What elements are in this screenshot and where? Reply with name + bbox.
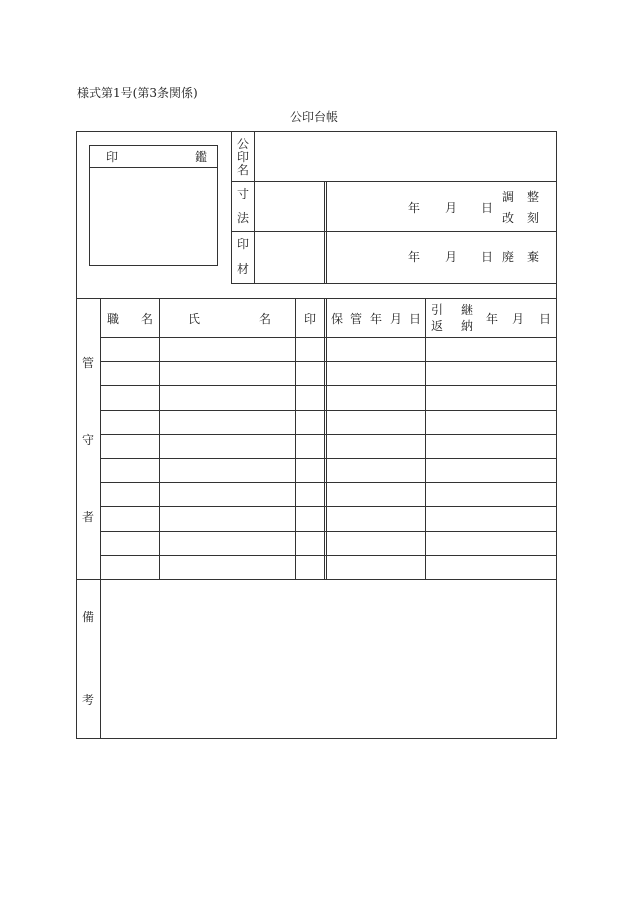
custodian-label-1: 管 (82, 356, 95, 370)
custodian-label-3: 者 (82, 510, 95, 524)
dispose-year: 年 (408, 250, 421, 264)
top-divider-3a (324, 181, 325, 283)
top-row-line-3 (231, 283, 556, 284)
adjust-month: 月 (445, 201, 458, 215)
custodian-label-2: 守 (82, 433, 95, 447)
name-label-3: 名 (237, 163, 250, 177)
custodian-row-line (100, 506, 556, 507)
adjust-year: 年 (408, 201, 421, 215)
custodian-row-line (100, 361, 556, 362)
col-handover-2: 継 (461, 303, 474, 317)
col-name-2: 名 (259, 312, 272, 326)
name-label-1: 公 (237, 137, 250, 151)
col-handover-day: 日 (539, 312, 552, 326)
custodian-row-line (100, 410, 556, 411)
size-label-2: 法 (237, 211, 250, 225)
page-title: 公印台帳 (290, 110, 339, 124)
material-label-2: 材 (237, 262, 250, 276)
top-divider-2 (254, 131, 255, 283)
top-divider-1 (231, 131, 232, 283)
col-return-2: 納 (461, 319, 474, 333)
col-keep-4: 月 (390, 312, 403, 326)
col-divider-seal-b (326, 298, 327, 579)
adjust-day: 日 (481, 201, 494, 215)
top-row-line-2 (231, 231, 556, 232)
col-divider-seal-a (324, 298, 325, 579)
top-section-bottom (76, 298, 557, 299)
col-seal: 印 (304, 312, 317, 326)
remarks-area[interactable] (101, 580, 556, 738)
col-position-2: 名 (141, 312, 154, 326)
top-row-line-1 (231, 181, 556, 182)
custodian-row-line (100, 337, 556, 338)
col-keep-1: 保 (331, 312, 344, 326)
col-keep-5: 日 (409, 312, 422, 326)
col-return-1: 返 (431, 319, 444, 333)
col-handover-month: 月 (512, 312, 525, 326)
dispose-label-1: 廃 (502, 250, 515, 264)
col-keep-3: 年 (370, 312, 383, 326)
remarks-label-1: 備 (82, 610, 95, 624)
col-position-1: 職 (107, 312, 120, 326)
custodian-row-line (100, 555, 556, 556)
seal-box-label-right: 鑑 (195, 150, 208, 164)
col-divider-position (159, 298, 160, 579)
name-label-2: 印 (237, 150, 250, 164)
col-handover-1: 引 (431, 303, 444, 317)
adjust-label-2: 整 (527, 190, 540, 204)
seal-box-label-left: 印 (106, 150, 119, 164)
material-label-1: 印 (237, 237, 250, 251)
dispose-label-2: 棄 (527, 250, 540, 264)
adjust-label-3: 改 (502, 211, 515, 225)
custodian-row-line (100, 458, 556, 459)
form-number-label: 様式第1号(第3条関係) (77, 86, 198, 100)
remarks-label-2: 考 (82, 693, 95, 707)
col-name-1: 氏 (188, 312, 201, 326)
adjust-label-4: 刻 (527, 211, 540, 225)
custodian-row-line (100, 482, 556, 483)
size-label-1: 寸 (237, 187, 250, 201)
col-divider-keep (425, 298, 426, 579)
col-handover-year: 年 (486, 312, 499, 326)
custodian-row-line (100, 434, 556, 435)
col-keep-2: 管 (350, 312, 363, 326)
custodian-row-line (100, 531, 556, 532)
dispose-day: 日 (481, 250, 494, 264)
col-divider-name (295, 298, 296, 579)
adjust-label-1: 調 (502, 190, 515, 204)
custodian-row-line (100, 385, 556, 386)
top-divider-3b (326, 181, 327, 283)
dispose-month: 月 (445, 250, 458, 264)
seal-box-divider (89, 167, 218, 168)
